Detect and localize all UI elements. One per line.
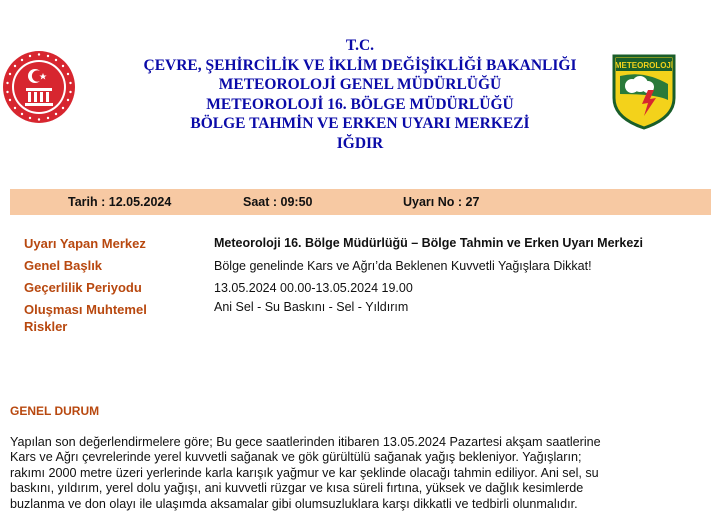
info-bar: [10, 189, 711, 215]
header-line: BÖLGE TAHMİN VE ERKEN UYARI MERKEZİ: [190, 115, 530, 132]
header-line: METEOROLOJİ GENEL MÜDÜRLÜĞÜ: [218, 76, 502, 93]
issue-time: Saat : 09:50: [243, 195, 313, 209]
possible-risks-value: Ani Sel - Su Baskını - Sel - Yıldırım: [214, 300, 409, 314]
meteorology-shield-logo: [612, 54, 676, 130]
issue-date: Tarih : 12.05.2024: [68, 195, 172, 209]
possible-risks-label-line: Riskler: [24, 319, 68, 334]
paragraph-line: rakımı 2000 metre üzeri yerlerinde karla karışık yağmur ve kar şeklinde olacağı tahmin ediliyor. Ani sel, su: [10, 465, 599, 480]
validity-period-label: Geçerlilik Periyodu: [24, 280, 142, 295]
warning-number: Uyarı No : 27: [403, 195, 480, 209]
section-title-general-situation: GENEL DURUM: [10, 404, 100, 418]
header-line: METEOROLOJİ 16. BÖLGE MÜDÜRLÜĞÜ: [206, 95, 514, 113]
issuing-center-label: Uyarı Yapan Merkez: [24, 236, 146, 251]
paragraph-line: baskını, yıldırım, yerel dolu yağışı, ani kuvvetli rüzgar ve kısa süreli fırtına, yüksek ve dağlık kesimlerde: [10, 481, 584, 496]
paragraph-line: Yapılan son değerlendirmelere göre; Bu gece saatlerinden itibaren 13.05.2024 Pazartesi akşam saatlerine: [10, 435, 601, 449]
possible-risks-label-line: Oluşması Muhtemel: [24, 302, 147, 317]
paragraph-line: buzlanma ve don olayı ile ulaşımda aksamalar gibi olumsuzluklara karşı dikkatli ve tedbirli olunmalıdır.: [10, 496, 578, 511]
header-line: T.C.: [345, 37, 375, 54]
validity-period-value: 13.05.2024 00.00-13.05.2024 19.00: [214, 281, 413, 295]
header-line: ÇEVRE, ŞEHİRCİLİK VE İKLİM DEĞİŞİKLİĞİ BAKANLIĞI: [143, 56, 577, 74]
issuing-center-value: Meteoroloji 16. Bölge Müdürlüğü – Bölge Tahmin ve Erken Uyarı Merkezi: [214, 236, 644, 250]
logo-text: METEOROLOJİ: [614, 61, 674, 70]
header-line: IĞDIR: [336, 134, 384, 152]
possible-risks-label: [24, 301, 147, 335]
paragraph-line: Kars ve Ağrı çevrelerinde yerel kuvvetli sağanak ve gök gürültülü sağanak yağış bekleniyor. Yağışların;: [10, 450, 582, 465]
general-title-label: Genel Başlık: [24, 258, 103, 273]
general-title-value: Bölge genelinde Kars ve Ağrı’da Beklenen Kuvvetli Yağışlara Dikkat!: [214, 259, 592, 273]
general-situation-paragraph: [10, 435, 715, 512]
